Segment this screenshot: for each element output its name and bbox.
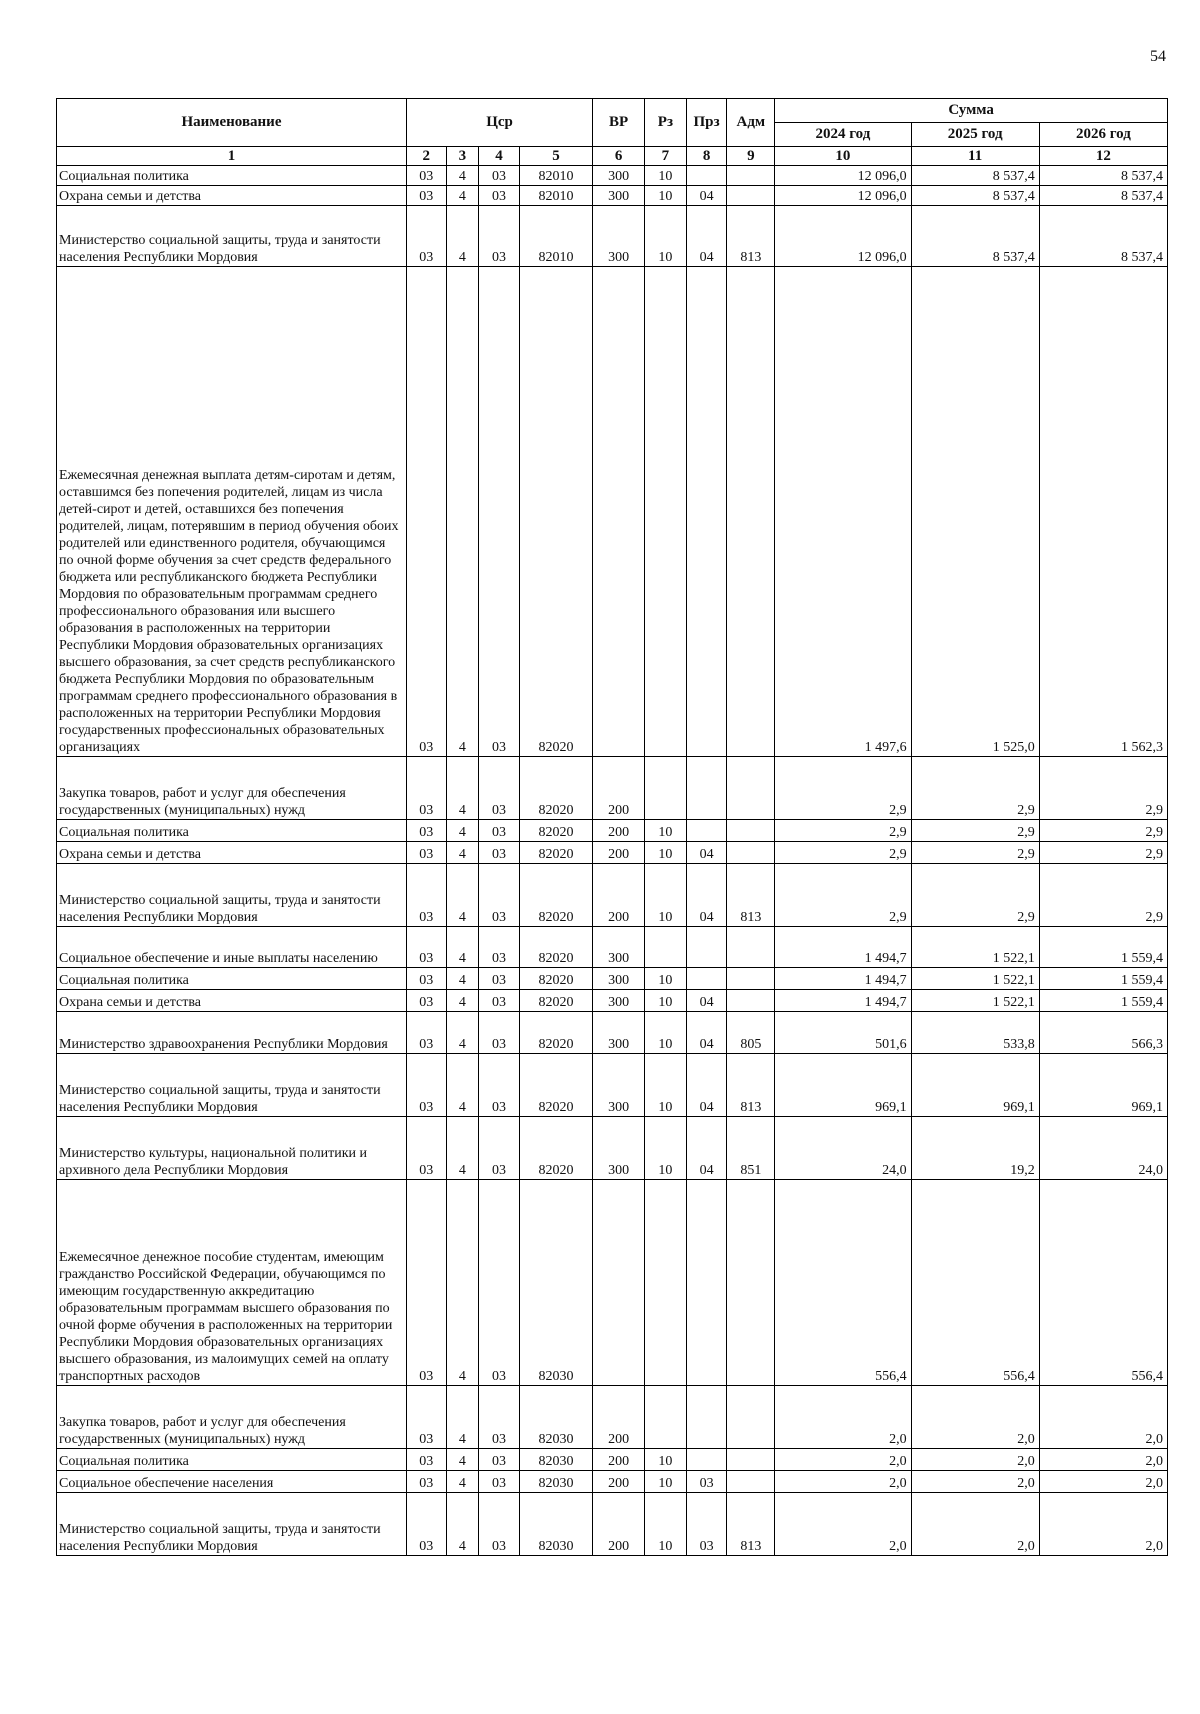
prz-code: 04 <box>686 1054 727 1117</box>
csr-code: 82020 <box>519 820 592 842</box>
csr-part-2: 4 <box>446 1012 479 1054</box>
table-row <box>57 1449 1168 1471</box>
rz-code: 10 <box>645 1117 687 1180</box>
adm-code <box>727 267 775 757</box>
row-name: Министерство социальной защиты, труда и занятости населения Республики Мордовия <box>57 206 407 267</box>
prz-code <box>686 166 727 186</box>
vr-code: 200 <box>593 842 645 864</box>
prz-code <box>686 267 727 757</box>
csr-part-2: 4 <box>446 990 479 1012</box>
row-name: Закупка товаров, работ и услуг для обеспечения государственных (муниципальных) нужд <box>57 757 407 820</box>
prz-code: 04 <box>686 864 727 927</box>
amount-2025: 2,0 <box>911 1493 1039 1556</box>
row-name: Министерство социальной защиты, труда и занятости населения Республики Мордовия <box>57 1493 407 1556</box>
csr-code: 82020 <box>519 1117 592 1180</box>
table-row <box>57 186 1168 206</box>
csr-part-2: 4 <box>446 1386 479 1449</box>
rz-code: 10 <box>645 166 687 186</box>
csr-part-2: 4 <box>446 1054 479 1117</box>
header-sum: Сумма <box>775 99 1168 123</box>
row-name: Социальная политика <box>57 968 407 990</box>
prz-code <box>686 1180 727 1386</box>
row-name: Социальная политика <box>57 166 407 186</box>
adm-code: 813 <box>727 1493 775 1556</box>
header-rz: Рз <box>645 99 687 147</box>
rz-code <box>645 1180 687 1386</box>
budget-table <box>56 98 1168 1556</box>
csr-part-2: 4 <box>446 1471 479 1493</box>
column-number: 11 <box>911 147 1039 166</box>
csr-code: 82020 <box>519 864 592 927</box>
vr-code: 300 <box>593 1012 645 1054</box>
csr-part-1: 03 <box>406 864 446 927</box>
amount-2025: 1 522,1 <box>911 927 1039 968</box>
table-row <box>57 864 1168 927</box>
adm-code <box>727 757 775 820</box>
header-year-2025: 2025 год <box>911 123 1039 147</box>
rz-code <box>645 757 687 820</box>
csr-part-1: 03 <box>406 842 446 864</box>
adm-code <box>727 166 775 186</box>
csr-code: 82010 <box>519 206 592 267</box>
amount-2026: 2,0 <box>1039 1449 1167 1471</box>
csr-code: 82010 <box>519 186 592 206</box>
table-row <box>57 968 1168 990</box>
row-name: Социальное обеспечение населения <box>57 1471 407 1493</box>
csr-part-2: 4 <box>446 927 479 968</box>
header-name: Наименование <box>57 99 407 147</box>
amount-2025: 2,9 <box>911 820 1039 842</box>
header-prz: Прз <box>686 99 727 147</box>
row-name: Министерство социальной защиты, труда и занятости населения Республики Мордовия <box>57 864 407 927</box>
csr-part-2: 4 <box>446 968 479 990</box>
amount-2024: 2,0 <box>775 1493 911 1556</box>
vr-code: 200 <box>593 864 645 927</box>
csr-part-1: 03 <box>406 968 446 990</box>
table-row <box>57 1493 1168 1556</box>
rz-code: 10 <box>645 864 687 927</box>
vr-code: 300 <box>593 990 645 1012</box>
csr-part-2: 4 <box>446 842 479 864</box>
table-row <box>57 1012 1168 1054</box>
amount-2024: 12 096,0 <box>775 206 911 267</box>
csr-part-2: 4 <box>446 1493 479 1556</box>
vr-code: 300 <box>593 206 645 267</box>
amount-2026: 2,0 <box>1039 1493 1167 1556</box>
table-row <box>57 1471 1168 1493</box>
column-number: 1 <box>57 147 407 166</box>
amount-2026: 556,4 <box>1039 1180 1167 1386</box>
csr-part-1: 03 <box>406 1493 446 1556</box>
adm-code <box>727 820 775 842</box>
amount-2026: 2,9 <box>1039 757 1167 820</box>
adm-code <box>727 1180 775 1386</box>
vr-code <box>593 267 645 757</box>
header-vr: ВР <box>593 99 645 147</box>
amount-2025: 1 522,1 <box>911 968 1039 990</box>
prz-code <box>686 1449 727 1471</box>
csr-part-3: 03 <box>479 267 520 757</box>
csr-part-3: 03 <box>479 1471 520 1493</box>
amount-2025: 2,9 <box>911 842 1039 864</box>
table-row <box>57 267 1168 757</box>
amount-2026: 24,0 <box>1039 1117 1167 1180</box>
amount-2026: 566,3 <box>1039 1012 1167 1054</box>
csr-code: 82020 <box>519 842 592 864</box>
csr-part-3: 03 <box>479 166 520 186</box>
csr-code: 82020 <box>519 267 592 757</box>
amount-2024: 1 494,7 <box>775 927 911 968</box>
vr-code: 200 <box>593 820 645 842</box>
table-row <box>57 820 1168 842</box>
amount-2026: 969,1 <box>1039 1054 1167 1117</box>
adm-code <box>727 842 775 864</box>
amount-2024: 1 497,6 <box>775 267 911 757</box>
column-number: 3 <box>446 147 479 166</box>
amount-2024: 12 096,0 <box>775 166 911 186</box>
csr-code: 82030 <box>519 1180 592 1386</box>
vr-code: 200 <box>593 1471 645 1493</box>
csr-part-2: 4 <box>446 820 479 842</box>
vr-code: 300 <box>593 968 645 990</box>
table-row <box>57 1054 1168 1117</box>
csr-part-3: 03 <box>479 1386 520 1449</box>
csr-part-3: 03 <box>479 206 520 267</box>
rz-code: 10 <box>645 820 687 842</box>
csr-part-1: 03 <box>406 1054 446 1117</box>
table-row <box>57 757 1168 820</box>
table-row <box>57 1180 1168 1386</box>
amount-2024: 969,1 <box>775 1054 911 1117</box>
csr-part-3: 03 <box>479 1117 520 1180</box>
vr-code: 200 <box>593 1386 645 1449</box>
row-name: Социальная политика <box>57 1449 407 1471</box>
csr-part-2: 4 <box>446 206 479 267</box>
csr-part-3: 03 <box>479 757 520 820</box>
amount-2024: 1 494,7 <box>775 990 911 1012</box>
rz-code: 10 <box>645 968 687 990</box>
amount-2025: 2,0 <box>911 1386 1039 1449</box>
rz-code: 10 <box>645 1449 687 1471</box>
row-name: Министерство здравоохранения Республики Мордовия <box>57 1012 407 1054</box>
column-number: 10 <box>775 147 911 166</box>
amount-2024: 1 494,7 <box>775 968 911 990</box>
table-row <box>57 206 1168 267</box>
column-number: 4 <box>479 147 520 166</box>
amount-2024: 2,9 <box>775 757 911 820</box>
csr-code: 82020 <box>519 1012 592 1054</box>
adm-code <box>727 1449 775 1471</box>
csr-part-2: 4 <box>446 186 479 206</box>
prz-code: 03 <box>686 1471 727 1493</box>
rz-code: 10 <box>645 1471 687 1493</box>
amount-2025: 969,1 <box>911 1054 1039 1117</box>
column-number: 8 <box>686 147 727 166</box>
csr-part-1: 03 <box>406 1471 446 1493</box>
csr-part-1: 03 <box>406 757 446 820</box>
rz-code: 10 <box>645 990 687 1012</box>
prz-code: 04 <box>686 186 727 206</box>
csr-part-2: 4 <box>446 1449 479 1471</box>
table-row <box>57 842 1168 864</box>
row-name: Министерство социальной защиты, труда и занятости населения Республики Мордовия <box>57 1054 407 1117</box>
amount-2025: 2,0 <box>911 1471 1039 1493</box>
amount-2025: 533,8 <box>911 1012 1039 1054</box>
vr-code: 200 <box>593 757 645 820</box>
csr-part-2: 4 <box>446 166 479 186</box>
amount-2026: 8 537,4 <box>1039 186 1167 206</box>
csr-part-3: 03 <box>479 1012 520 1054</box>
amount-2025: 1 525,0 <box>911 267 1039 757</box>
table-row <box>57 1386 1168 1449</box>
csr-part-1: 03 <box>406 927 446 968</box>
amount-2026: 2,9 <box>1039 842 1167 864</box>
rz-code: 10 <box>645 1493 687 1556</box>
adm-code <box>727 186 775 206</box>
prz-code: 04 <box>686 206 727 267</box>
amount-2025: 2,0 <box>911 1449 1039 1471</box>
adm-code: 813 <box>727 864 775 927</box>
rz-code: 10 <box>645 1012 687 1054</box>
csr-part-1: 03 <box>406 1117 446 1180</box>
csr-part-2: 4 <box>446 1180 479 1386</box>
prz-code <box>686 820 727 842</box>
amount-2025: 8 537,4 <box>911 166 1039 186</box>
csr-part-2: 4 <box>446 864 479 927</box>
row-name: Социальное обеспечение и иные выплаты населению <box>57 927 407 968</box>
csr-part-1: 03 <box>406 1180 446 1386</box>
amount-2025: 8 537,4 <box>911 186 1039 206</box>
prz-code: 03 <box>686 1493 727 1556</box>
csr-part-1: 03 <box>406 820 446 842</box>
rz-code <box>645 267 687 757</box>
amount-2026: 2,0 <box>1039 1386 1167 1449</box>
csr-code: 82010 <box>519 166 592 186</box>
amount-2025: 1 522,1 <box>911 990 1039 1012</box>
csr-part-3: 03 <box>479 842 520 864</box>
page-number: 54 <box>1150 48 1166 65</box>
column-number: 2 <box>406 147 446 166</box>
csr-part-1: 03 <box>406 1449 446 1471</box>
csr-part-3: 03 <box>479 1493 520 1556</box>
amount-2026: 8 537,4 <box>1039 206 1167 267</box>
amount-2024: 2,0 <box>775 1386 911 1449</box>
csr-part-3: 03 <box>479 990 520 1012</box>
rz-code <box>645 1386 687 1449</box>
csr-part-2: 4 <box>446 757 479 820</box>
prz-code: 04 <box>686 842 727 864</box>
csr-part-1: 03 <box>406 206 446 267</box>
csr-part-3: 03 <box>479 968 520 990</box>
row-name: Закупка товаров, работ и услуг для обеспечения государственных (муниципальных) нужд <box>57 1386 407 1449</box>
csr-code: 82030 <box>519 1386 592 1449</box>
amount-2026: 2,0 <box>1039 1471 1167 1493</box>
table-row <box>57 927 1168 968</box>
csr-code: 82020 <box>519 1054 592 1117</box>
column-number: 6 <box>593 147 645 166</box>
adm-code: 851 <box>727 1117 775 1180</box>
prz-code: 04 <box>686 1117 727 1180</box>
csr-part-1: 03 <box>406 166 446 186</box>
column-number: 9 <box>727 147 775 166</box>
amount-2024: 2,0 <box>775 1449 911 1471</box>
csr-code: 82020 <box>519 757 592 820</box>
rz-code: 10 <box>645 186 687 206</box>
csr-code: 82030 <box>519 1449 592 1471</box>
row-name: Социальная политика <box>57 820 407 842</box>
amount-2024: 2,9 <box>775 864 911 927</box>
vr-code: 300 <box>593 1117 645 1180</box>
csr-code: 82030 <box>519 1493 592 1556</box>
csr-code: 82020 <box>519 927 592 968</box>
csr-part-2: 4 <box>446 1117 479 1180</box>
header-adm: Адм <box>727 99 775 147</box>
amount-2026: 1 559,4 <box>1039 990 1167 1012</box>
header-year-2026: 2026 год <box>1039 123 1167 147</box>
csr-part-1: 03 <box>406 1386 446 1449</box>
csr-part-3: 03 <box>479 820 520 842</box>
amount-2024: 556,4 <box>775 1180 911 1386</box>
row-name: Ежемесячное денежное пособие студентам, имеющим гражданство Российской Федерации, обучающимся по имеющим государственную аккредитацию образовательным программам высшего образования по очной форме обучения в расположенных на территории Республики Мордовия образовательных организациях высшего образования, из малоимущих семей на оплату транспортных расходов <box>57 1180 407 1386</box>
amount-2024: 24,0 <box>775 1117 911 1180</box>
csr-part-1: 03 <box>406 186 446 206</box>
row-name: Охрана семьи и детства <box>57 186 407 206</box>
adm-code <box>727 927 775 968</box>
amount-2026: 1 562,3 <box>1039 267 1167 757</box>
row-name: Охрана семьи и детства <box>57 842 407 864</box>
amount-2025: 8 537,4 <box>911 206 1039 267</box>
prz-code <box>686 1386 727 1449</box>
amount-2026: 1 559,4 <box>1039 927 1167 968</box>
adm-code <box>727 1471 775 1493</box>
rz-code: 10 <box>645 206 687 267</box>
vr-code <box>593 1180 645 1386</box>
amount-2024: 501,6 <box>775 1012 911 1054</box>
csr-part-3: 03 <box>479 1180 520 1386</box>
vr-code: 200 <box>593 1449 645 1471</box>
column-number: 7 <box>645 147 687 166</box>
adm-code: 813 <box>727 1054 775 1117</box>
rz-code: 10 <box>645 1054 687 1117</box>
amount-2026: 8 537,4 <box>1039 166 1167 186</box>
adm-code: 805 <box>727 1012 775 1054</box>
amount-2026: 2,9 <box>1039 864 1167 927</box>
csr-code: 82030 <box>519 1471 592 1493</box>
csr-part-3: 03 <box>479 186 520 206</box>
column-number: 12 <box>1039 147 1167 166</box>
vr-code: 300 <box>593 927 645 968</box>
row-name: Ежемесячная денежная выплата детям-сиротам и детям, оставшимся без попечения родителей, лицам из числа детей-сирот и детей, оставшихся без попечения родителей, лицам, потерявшим в период обучения обоих родителей или единственного родителя, обучающимся по очной форме обучения за счет средств федерального бюджета или республиканского бюджета Республики Мордовия по образовательным программам среднего профессионального образования или высшего образования в расположенных на территории Республики Мордовия образовательных организациях высшего образования, за счет средств республиканского бюджета Республики Мордовия по образовательным программам среднего профессионального образования в расположенных на территории Республики Мордовия государственных профессиональных образовательных организациях <box>57 267 407 757</box>
csr-part-1: 03 <box>406 1012 446 1054</box>
csr-part-2: 4 <box>446 267 479 757</box>
amount-2024: 12 096,0 <box>775 186 911 206</box>
column-numbers-row <box>57 147 1168 166</box>
csr-code: 82020 <box>519 968 592 990</box>
csr-part-3: 03 <box>479 1449 520 1471</box>
adm-code <box>727 1386 775 1449</box>
vr-code: 300 <box>593 1054 645 1117</box>
prz-code: 04 <box>686 1012 727 1054</box>
header-csr: Цср <box>406 99 592 147</box>
csr-part-1: 03 <box>406 990 446 1012</box>
amount-2024: 2,9 <box>775 820 911 842</box>
adm-code <box>727 968 775 990</box>
amount-2025: 2,9 <box>911 757 1039 820</box>
adm-code: 813 <box>727 206 775 267</box>
header-year-2024: 2024 год <box>775 123 911 147</box>
amount-2024: 2,9 <box>775 842 911 864</box>
amount-2026: 2,9 <box>1039 820 1167 842</box>
amount-2026: 1 559,4 <box>1039 968 1167 990</box>
adm-code <box>727 990 775 1012</box>
csr-code: 82020 <box>519 990 592 1012</box>
vr-code: 200 <box>593 1493 645 1556</box>
table-row <box>57 166 1168 186</box>
prz-code: 04 <box>686 990 727 1012</box>
row-name: Министерство культуры, национальной политики и архивного дела Республики Мордовия <box>57 1117 407 1180</box>
csr-part-3: 03 <box>479 864 520 927</box>
amount-2025: 2,9 <box>911 864 1039 927</box>
vr-code: 300 <box>593 186 645 206</box>
rz-code <box>645 927 687 968</box>
amount-2025: 19,2 <box>911 1117 1039 1180</box>
amount-2025: 556,4 <box>911 1180 1039 1386</box>
table-row <box>57 990 1168 1012</box>
table-row <box>57 1117 1168 1180</box>
csr-part-3: 03 <box>479 927 520 968</box>
vr-code: 300 <box>593 166 645 186</box>
prz-code <box>686 757 727 820</box>
column-number: 5 <box>519 147 592 166</box>
csr-part-1: 03 <box>406 267 446 757</box>
prz-code <box>686 968 727 990</box>
prz-code <box>686 927 727 968</box>
rz-code: 10 <box>645 842 687 864</box>
row-name: Охрана семьи и детства <box>57 990 407 1012</box>
csr-part-3: 03 <box>479 1054 520 1117</box>
amount-2024: 2,0 <box>775 1471 911 1493</box>
